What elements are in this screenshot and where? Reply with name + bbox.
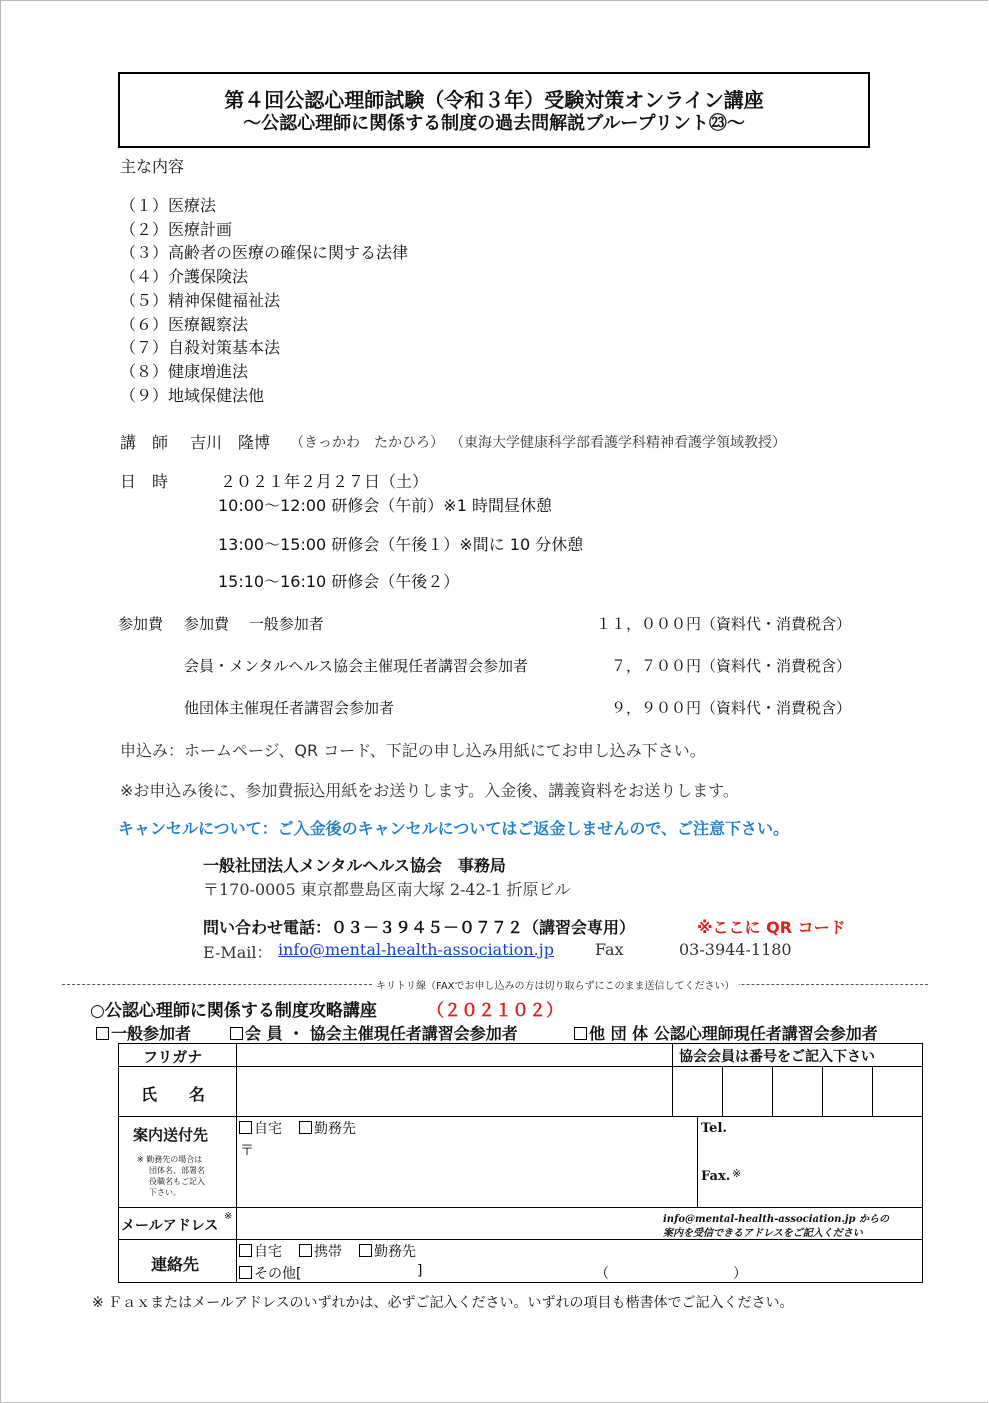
fees-label: 参加費 bbox=[118, 615, 164, 633]
fee-price: ７，７００円（資料代・消費税含） bbox=[611, 657, 852, 675]
member-number-label: 協会会員は番号をご記入下さい bbox=[679, 1049, 875, 1065]
option-member[interactable]: 会 員 ・ 協会主催現任者講習会参加者 bbox=[230, 1021, 518, 1044]
fee-category: 会員・メンタルヘルス協会主催現任者講習会参加者 bbox=[184, 657, 528, 675]
contact-choice-mobile[interactable]: 携帯 bbox=[299, 1241, 342, 1261]
email-field-label: メールアドレス bbox=[121, 1218, 219, 1234]
schedule-session: 15:10～16:10 研修会（午後２） bbox=[218, 572, 460, 591]
furigana-label: フリガナ bbox=[143, 1048, 203, 1066]
schedule-date: ２０２１年２月２７日（土） bbox=[220, 472, 429, 491]
checkbox-icon bbox=[299, 1244, 312, 1257]
lecturer-affiliation: （東海大学健康科学部看護学科精神看護学領域教授） bbox=[450, 435, 786, 451]
contact-paren-open: （ bbox=[595, 1266, 609, 1282]
application-note: ※お申込み後に、参加費振込用紙をお送りします。入金後、講義資料をお送りします。 bbox=[120, 781, 739, 800]
email-field-mark: ※ bbox=[224, 1211, 233, 1222]
contents-item: （３）高齢者の医療の確保に関する法律 bbox=[120, 243, 409, 262]
form-title: ○公認心理師に関係する制度攻略講座 bbox=[90, 1001, 377, 1021]
contact-label: 連絡先 bbox=[151, 1255, 200, 1274]
application-form bbox=[118, 1043, 923, 1283]
office-name: 一般社団法人メンタルヘルス協会 事務局 bbox=[203, 856, 506, 875]
checkbox-icon bbox=[574, 1027, 587, 1040]
cancel-policy: キャンセルについて：ご入金後のキャンセルについてはご返金しませんので、ご注意下さい。 bbox=[118, 819, 790, 838]
email-link[interactable]: info@mental-health-association.jp bbox=[278, 940, 554, 959]
contents-item: （１）医療法 bbox=[120, 196, 217, 215]
contents-item: （９）地域保健法他 bbox=[120, 386, 265, 405]
contact-choice-other[interactable]: その他[ bbox=[239, 1263, 301, 1283]
checkbox-icon bbox=[299, 1121, 312, 1134]
contact-paren-close: ） bbox=[733, 1266, 747, 1282]
contact-other-close: ] bbox=[417, 1263, 423, 1279]
checkbox-icon bbox=[359, 1244, 372, 1257]
lecturer-reading: （きっかわ たかひろ） bbox=[290, 435, 444, 451]
form-code: （２０２１０２） bbox=[427, 1001, 563, 1021]
office-phone: 問い合わせ電話：０３－３９４５－０７７２（講習会専用） bbox=[203, 918, 636, 937]
fax-number: 03-3944-1180 bbox=[679, 940, 792, 959]
address-choice-home[interactable]: 自宅 bbox=[239, 1118, 282, 1138]
page-title: 第４回公認心理師試験（令和３年）受験対策オンライン講座 bbox=[224, 88, 764, 112]
postal-mark: 〒 bbox=[240, 1143, 254, 1159]
contents-item: （４）介護保険法 bbox=[120, 267, 249, 286]
email-note: info@mental-health-association.jp からの bbox=[663, 1214, 889, 1225]
schedule-label: 日 時 bbox=[120, 472, 169, 491]
name-label: 氏 名 bbox=[141, 1085, 206, 1104]
email-note: 案内を受信できるアドレスをご記入ください bbox=[663, 1228, 863, 1239]
fee-category: 参加費 一般参加者 bbox=[184, 615, 324, 633]
fee-price: ９，９００円（資料代・消費税含） bbox=[611, 699, 852, 717]
fee-price: １１，０００円（資料代・消費税含） bbox=[596, 615, 852, 633]
contents-heading: 主な内容 bbox=[120, 157, 185, 176]
cut-line-label: キリトリ線（FAXでお申し込みの方は切り取らずにこのまま送信してください） bbox=[372, 977, 739, 992]
qr-code-note: ※ここに QR コード bbox=[697, 918, 846, 937]
cut-line bbox=[62, 977, 928, 991]
application-text: 申込み：ホームページ、QR コード、下記の申し込み用紙にてお申し込み下さい。 bbox=[120, 741, 706, 760]
contents-item: （８）健康増進法 bbox=[120, 362, 249, 381]
contact-choice-home[interactable]: 自宅 bbox=[239, 1241, 282, 1261]
fax-label: Fax bbox=[595, 940, 624, 959]
checkbox-icon bbox=[230, 1027, 243, 1040]
checkbox-icon bbox=[239, 1121, 252, 1134]
email-label: E-Mail： bbox=[203, 943, 273, 962]
address-label: 案内送付先 bbox=[133, 1126, 209, 1144]
contents-item: （２）医療計画 bbox=[120, 220, 233, 239]
contents-item: （５）精神保健福祉法 bbox=[120, 291, 281, 310]
checkbox-icon bbox=[96, 1027, 109, 1040]
lecturer-name: 吉川 隆博 bbox=[190, 433, 271, 452]
contact-choice-work[interactable]: 勤務先 bbox=[359, 1241, 416, 1261]
option-other-org[interactable]: 他 団 体 公認心理師現任者講習会参加者 bbox=[574, 1021, 878, 1044]
office-address: 〒170-0005 東京都豊島区南大塚 2-42-1 折原ビル bbox=[203, 880, 571, 899]
lecturer-label: 講 師 bbox=[120, 433, 169, 452]
title-box bbox=[118, 72, 870, 148]
option-general[interactable]: 一般参加者 bbox=[96, 1021, 191, 1044]
checkbox-icon bbox=[239, 1266, 252, 1279]
schedule-session: 10:00～12:00 研修会（午前）※1 時間昼休憩 bbox=[218, 496, 552, 515]
footer-note: ※ Ｆａｘまたはメールアドレスのいずれかは、必ずご記入ください。いずれの項目も楷書体でご記入ください。 bbox=[92, 1295, 794, 1311]
page-subtitle: ～公認心理師に関係する制度の過去問解説ブループリント㉓～ bbox=[243, 113, 745, 134]
schedule-session: 13:00～15:00 研修会（午後１）※間に 10 分休憩 bbox=[218, 535, 584, 554]
contents-item: （７）自殺対策基本法 bbox=[120, 338, 281, 357]
address-note: ※ 勤務先の場合は 団体名、部署名 役職名もご記入 下さい。 bbox=[137, 1155, 205, 1197]
contents-item: （６）医療観察法 bbox=[120, 315, 249, 334]
tel-label: Tel. bbox=[701, 1121, 727, 1136]
fax-field-mark: ※ bbox=[732, 1167, 742, 1180]
checkbox-icon bbox=[239, 1244, 252, 1257]
fee-category: 他団体主催現任者講習会参加者 bbox=[184, 699, 395, 717]
address-choice-work[interactable]: 勤務先 bbox=[299, 1118, 356, 1138]
fax-field-label: Fax. bbox=[701, 1169, 731, 1184]
